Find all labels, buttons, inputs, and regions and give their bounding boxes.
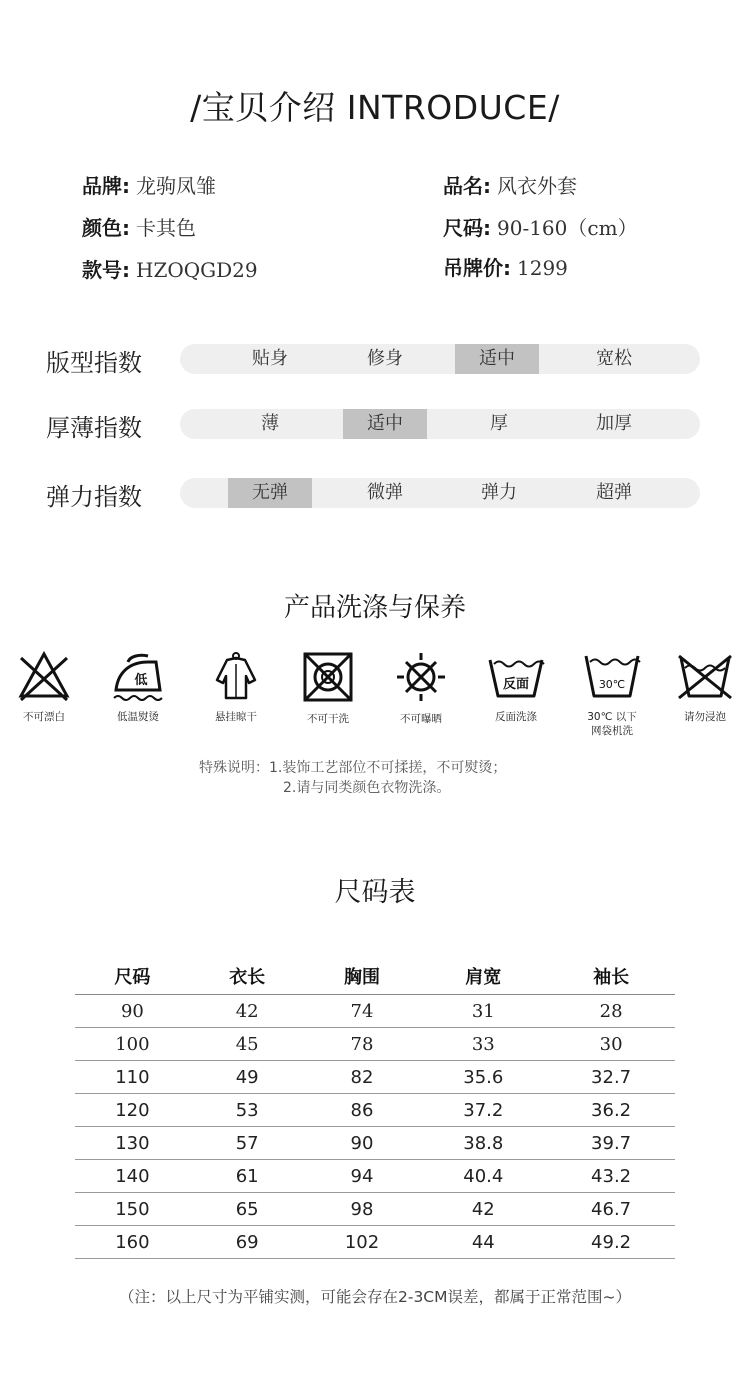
table-cell: 65 — [190, 1193, 305, 1226]
care-label: 悬挂晾干 — [215, 711, 257, 723]
table-row — [75, 1061, 675, 1094]
table-cell: 61 — [190, 1160, 305, 1193]
table-row — [75, 1226, 675, 1259]
table-cell: 140 — [75, 1160, 190, 1193]
table-cell: 31 — [419, 995, 547, 1028]
table-cell: 42 — [190, 995, 305, 1028]
column-header: 胸围 — [305, 958, 420, 995]
table-cell: 39.7 — [547, 1127, 675, 1160]
care-item — [471, 650, 561, 724]
table-cell: 45 — [190, 1028, 305, 1061]
table-cell: 32.7 — [547, 1061, 675, 1094]
fit-option: 修身 — [367, 348, 403, 369]
table-cell: 90 — [305, 1127, 420, 1160]
table-cell: 160 — [75, 1226, 190, 1259]
table-cell: 69 — [190, 1226, 305, 1259]
care-label: 低温熨烫 — [117, 711, 159, 723]
spec-name-value: 风衣外套 — [497, 174, 577, 198]
table-cell: 38.8 — [419, 1127, 547, 1160]
spec-brand-value: 龙驹凤雏 — [136, 174, 216, 198]
care-item — [660, 650, 750, 724]
care-item — [283, 650, 373, 726]
table-cell: 86 — [305, 1094, 420, 1127]
table-cell: 130 — [75, 1127, 190, 1160]
table-cell: 94 — [305, 1160, 420, 1193]
table-cell: 49.2 — [547, 1226, 675, 1259]
table-cell: 120 — [75, 1094, 190, 1127]
table-cell: 102 — [305, 1226, 420, 1259]
care-item — [376, 650, 466, 726]
table-cell: 42 — [419, 1193, 547, 1226]
table-cell: 98 — [305, 1193, 420, 1226]
column-header: 衣长 — [190, 958, 305, 995]
care-note-line2: 2.请与同类颜色衣物洗涤。 — [283, 780, 451, 796]
table-cell: 44 — [419, 1226, 547, 1259]
table-row — [75, 1160, 675, 1193]
column-header: 袖长 — [547, 958, 675, 995]
elasticity-index-track — [180, 478, 700, 508]
thickness-index-label: 厚薄指数 — [46, 414, 142, 442]
table-cell: 30 — [547, 1028, 675, 1061]
care-label: 请勿浸泡 — [684, 711, 726, 723]
spec-size-label: 尺码: — [443, 216, 491, 240]
care-label: 不可干洗 — [307, 713, 349, 725]
elasticity-index-label: 弹力指数 — [46, 483, 142, 511]
size-chart-title: 尺码表 — [334, 877, 416, 908]
table-cell: 46.7 — [547, 1193, 675, 1226]
iron-glyph: 低 — [134, 673, 148, 688]
table-cell: 43.2 — [547, 1160, 675, 1193]
care-item — [93, 650, 183, 724]
fit-option: 适中 — [455, 344, 539, 374]
fit-index-label: 版型指数 — [46, 349, 142, 377]
thickness-index-track — [180, 409, 700, 439]
care-label — [567, 710, 657, 738]
care-label-line1: 30℃ 以下 — [587, 711, 637, 723]
care-item — [191, 650, 281, 724]
thickness-option: 薄 — [261, 413, 279, 434]
machine-wash-30-icon — [582, 650, 642, 702]
elasticity-option: 超弹 — [596, 482, 632, 503]
care-label-line2: 网袋机洗 — [591, 725, 633, 737]
table-row — [75, 1193, 675, 1226]
table-cell: 78 — [305, 1028, 420, 1061]
size-table-header-row — [75, 958, 675, 995]
table-cell: 90 — [75, 995, 190, 1028]
spec-price-label: 吊牌价: — [443, 256, 511, 280]
table-cell: 37.2 — [419, 1094, 547, 1127]
spec-model-value: HZOQGD29 — [136, 258, 258, 282]
spec-size-value: 90-160（cm） — [497, 216, 638, 240]
wash-glyph: 反面 — [502, 677, 530, 692]
table-cell: 74 — [305, 995, 420, 1028]
table-cell: 28 — [547, 995, 675, 1028]
spec-size — [443, 212, 638, 241]
spec-color-label: 颜色: — [82, 216, 130, 240]
table-cell: 82 — [305, 1061, 420, 1094]
table-cell: 33 — [419, 1028, 547, 1061]
spec-name — [443, 170, 577, 199]
fit-option: 宽松 — [596, 348, 632, 369]
table-cell: 36.2 — [547, 1094, 675, 1127]
care-label: 不可曝晒 — [400, 713, 442, 725]
spec-price-value: 1299 — [517, 256, 568, 280]
thickness-option: 加厚 — [596, 413, 632, 434]
care-label: 反面洗涤 — [495, 711, 537, 723]
low-temp-iron-icon — [108, 650, 168, 702]
care-section-title: 产品洗涤与保养 — [283, 593, 466, 623]
spec-brand — [82, 170, 216, 199]
care-item — [0, 650, 89, 724]
wash-inside-out-icon — [486, 650, 546, 702]
table-cell: 57 — [190, 1127, 305, 1160]
care-note-line1: 特殊说明：1.装饰工艺部位不可揉搓，不可熨烫； — [199, 760, 507, 776]
no-tumble-dry-icon — [301, 650, 355, 704]
table-cell: 53 — [190, 1094, 305, 1127]
hang-dry-icon — [209, 650, 263, 702]
elasticity-option: 无弹 — [228, 478, 312, 508]
size-table — [75, 958, 675, 1259]
wash-temp-glyph: 30℃ — [598, 678, 626, 691]
column-header: 肩宽 — [419, 958, 547, 995]
no-soak-icon — [675, 650, 735, 702]
elasticity-option: 微弹 — [367, 482, 403, 503]
table-row — [75, 1094, 675, 1127]
column-header: 尺码 — [75, 958, 190, 995]
table-cell: 100 — [75, 1028, 190, 1061]
spec-model — [82, 254, 258, 283]
fit-option: 贴身 — [252, 348, 288, 369]
care-label: 不可漂白 — [23, 711, 65, 723]
care-item — [567, 650, 657, 738]
no-sun-dry-icon — [394, 650, 448, 704]
table-cell: 110 — [75, 1061, 190, 1094]
table-cell: 49 — [190, 1061, 305, 1094]
spec-brand-label: 品牌: — [82, 174, 130, 198]
spec-color-value: 卡其色 — [136, 216, 196, 240]
thickness-option: 厚 — [490, 413, 508, 434]
spec-color — [82, 212, 196, 241]
size-footnote: （注：以上尺寸为平铺实测，可能会存在2-3CM误差，都属于正常范围~） — [118, 1288, 631, 1306]
elasticity-option: 弹力 — [481, 482, 517, 503]
table-cell: 35.6 — [419, 1061, 547, 1094]
spec-model-label: 款号: — [82, 258, 130, 282]
intro-title: /宝贝介绍 INTRODUCE/ — [190, 88, 560, 127]
spec-name-label: 品名: — [443, 174, 491, 198]
spec-price — [443, 252, 568, 281]
table-cell: 40.4 — [419, 1160, 547, 1193]
fit-index-track — [180, 344, 700, 374]
thickness-option: 适中 — [343, 409, 427, 439]
no-bleach-icon — [17, 650, 71, 702]
table-cell: 150 — [75, 1193, 190, 1226]
table-row — [75, 995, 675, 1028]
table-row — [75, 1127, 675, 1160]
table-row — [75, 1028, 675, 1061]
